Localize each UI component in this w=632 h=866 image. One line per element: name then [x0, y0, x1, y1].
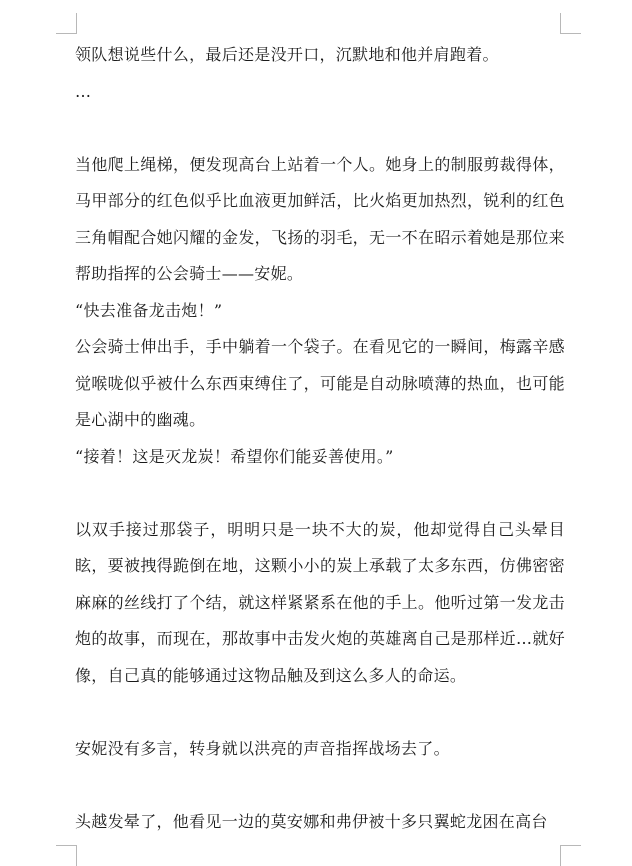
- crop-mark-bottom-left: [56, 845, 77, 866]
- crop-mark-bottom-right: [560, 845, 581, 866]
- paragraph-3: 当他爬上绳梯，便发现高台上站着一个人。她身上的制服剪裁得体，马甲部分的红色似乎比血液更加鲜活，比火焰更加热烈，锐利的红色三角帽配合她闪耀的金发，飞扬的羽毛，无一不在昭示着她是那位来帮助指挥的公会骑士——安妮。: [75, 154, 565, 283]
- document-body: [75, 37, 565, 840]
- paragraph-4: “快去准备龙击炮！”: [75, 300, 223, 320]
- blank-line: [75, 767, 565, 804]
- paragraph-6: “接着！这是灭龙炭！希望你们能妥善使用。”: [75, 446, 394, 466]
- paragraph-5: 公会骑士伸出手，手中躺着一个袋子。在看见它的一瞬间，梅露辛感觉喉咙似乎被什么东西束缚住了，可能是自动脉喷薄的热血，也可能是心湖中的幽魂。: [75, 337, 565, 429]
- blank-line: [75, 475, 565, 512]
- crop-mark-top-left: [56, 13, 77, 34]
- blank-line: [75, 110, 565, 147]
- paragraph-7: 以双手接过那袋子，明明只是一块不大的炭，他却觉得自己头晕目眩，要被拽得跪倒在地，这颗小小的炭上承载了太多东西，仿佛密密麻麻的丝线打了个结，就这样紧紧系在他的手上。他听过第一发龙击炮的故事，而现在，那故事中击发火炮的英雄离自己是那样近…就好像，自己真的能够通过这物品触及到这么多人的命运。: [75, 519, 565, 685]
- crop-mark-top-right: [560, 13, 581, 34]
- paragraph-1: 领队想说些什么，最后还是没开口，沉默地和他并肩跑着。: [75, 45, 499, 64]
- paragraph-8: 安妮没有多言，转身就以洪亮的声音指挥战场去了。: [75, 738, 450, 758]
- paragraph-ellipsis: …: [75, 81, 92, 101]
- paragraph-9: 头越发晕了，他看见一边的莫安娜和弗伊被十多只翼蛇龙困在高台: [75, 811, 548, 831]
- blank-line: [75, 694, 565, 731]
